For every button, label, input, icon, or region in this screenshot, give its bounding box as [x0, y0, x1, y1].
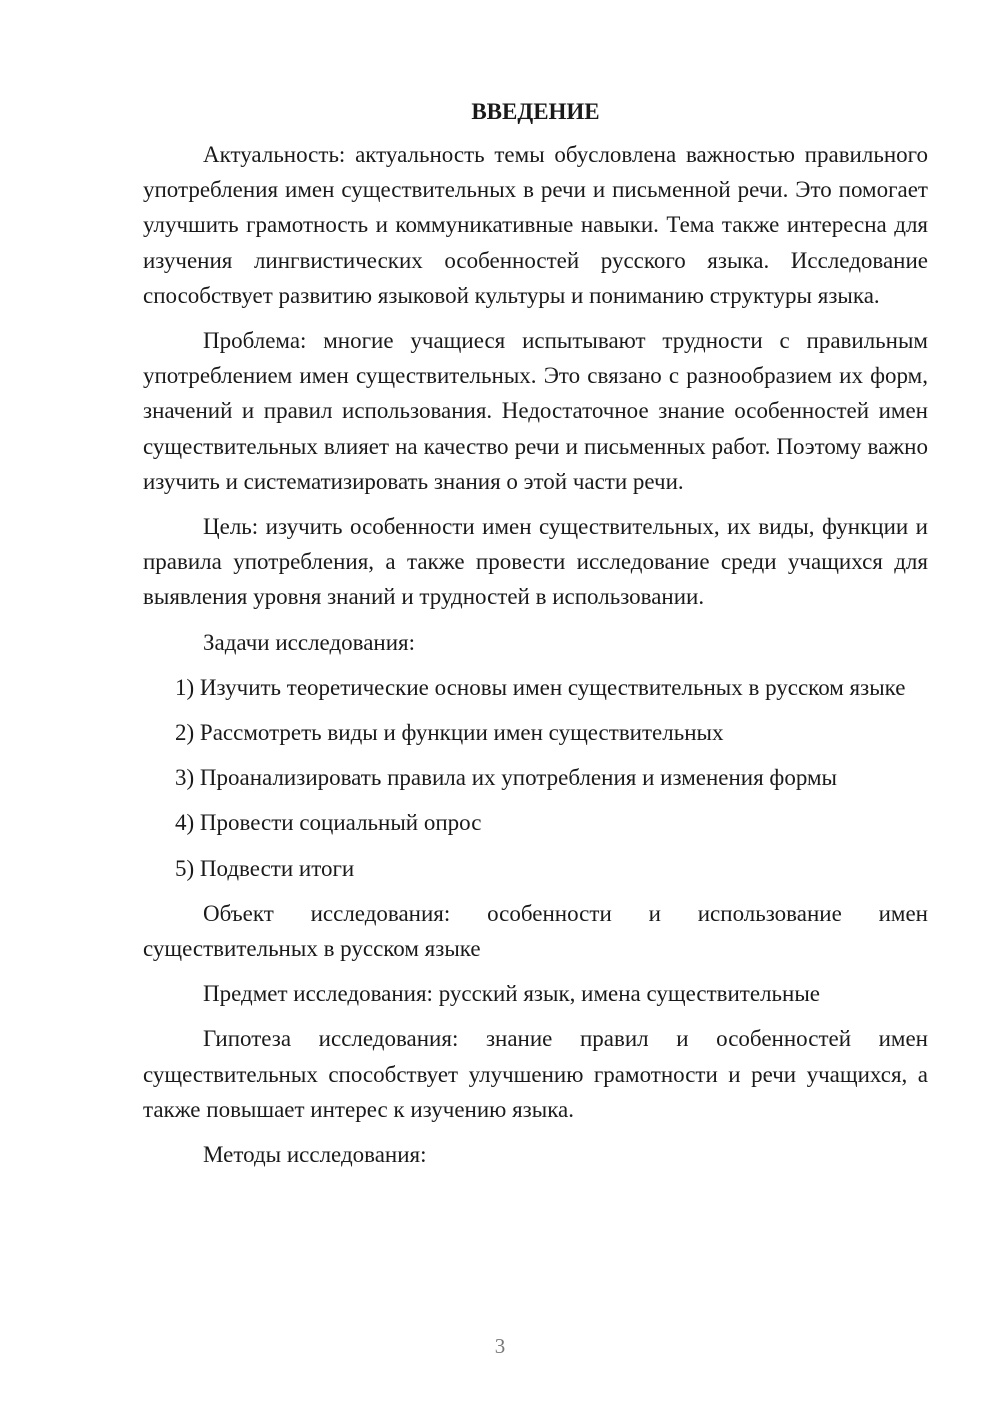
page-number: 3 [494, 1334, 506, 1358]
paragraph-subject: Предмет исследования: русский язык, имена существительные [203, 981, 821, 1007]
paragraph-goal: Цель: изучить особенности имен существительных, их виды, функции и правила употребления, а также провести исследование среди учащихся для выявления уровня знаний и трудностей в использовании. [143, 514, 928, 610]
tasks-heading: Задачи исследования: [203, 629, 416, 655]
paragraph-problem: Проблема: многие учащиеся испытывают трудности с правильным употреблением имен существительных. Это связано с разнообразием их форм, значений и правил использования. Недостаточное знание особенностей имен существительных влияет на качество речи и письменных работ. Поэтому важно изучить и систематизировать знания о этой части речи. [143, 328, 928, 494]
paragraph-relevance: Актуальность: актуальность темы обусловлена важностью правильного употребления имен существительных в речи и письменной речи. Это помогает улучшить грамотность и коммуникативные навыки. Тема также интересна для изучения лингвистических особенностей русского языка. Исследование способствует развитию языковой культуры и пониманию структуры языка. [143, 142, 928, 308]
paragraph-object: Объект исследования: особенности и использование имен существительных в русском языке [143, 900, 928, 962]
task-item-5: 5) Подвести итоги [175, 855, 355, 881]
paragraph-hypothesis: Гипотеза исследования: знание правил и особенностей имен существительных способствует улучшению грамотности и речи учащихся, а также повышает интерес к изучению языка. [143, 1026, 928, 1122]
task-item-1: 1) Изучить теоретические основы имен существительных в русском языке [175, 674, 906, 700]
section-title: ВВЕДЕНИЕ [471, 99, 600, 124]
task-item-2: 2) Рассмотреть виды и функции имен существительных [175, 720, 724, 746]
task-item-3: 3) Проанализировать правила их употребления и изменения формы [175, 765, 837, 791]
task-item-4: 4) Провести социальный опрос [175, 810, 482, 836]
page-content [143, 94, 928, 1182]
methods-heading: Методы исследования: [203, 1142, 427, 1168]
